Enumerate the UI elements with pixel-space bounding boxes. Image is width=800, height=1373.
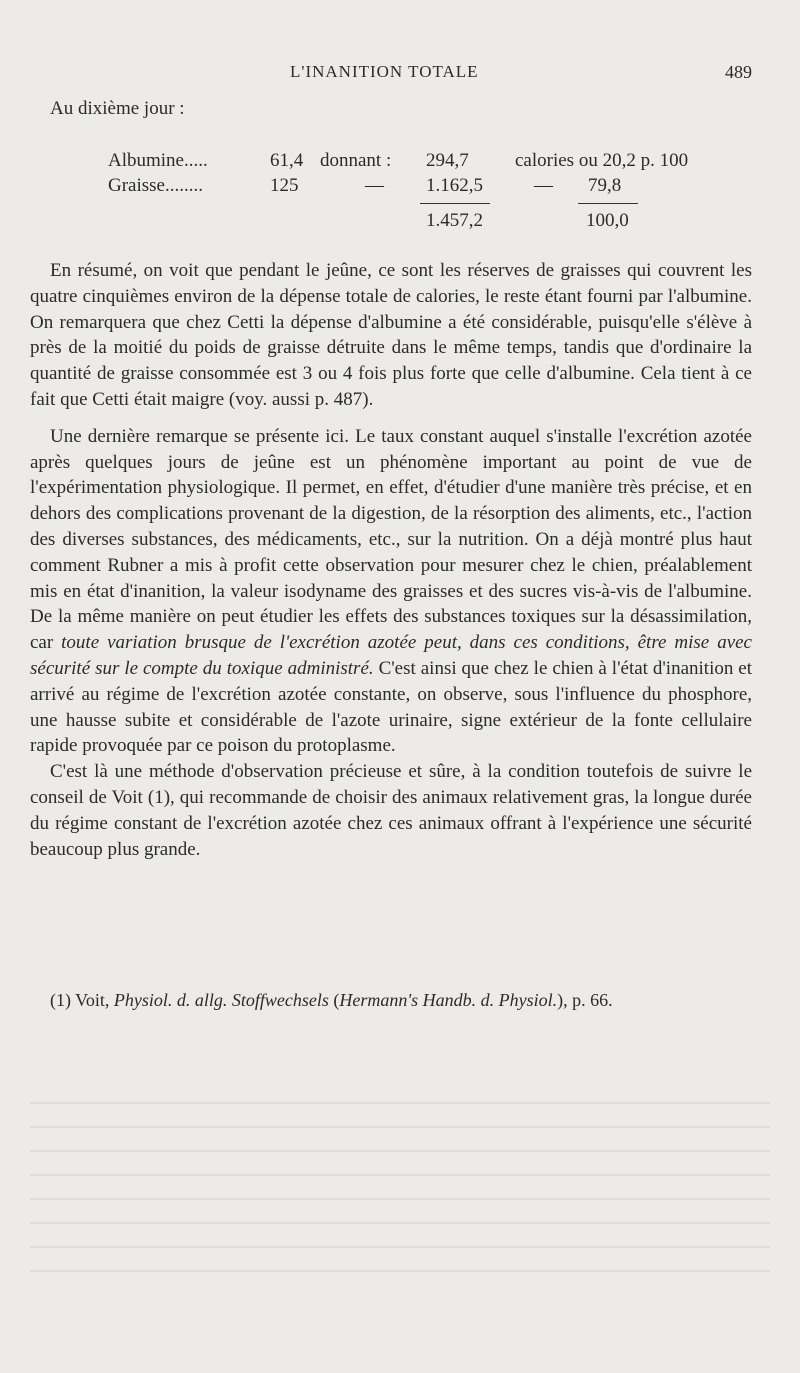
sum-rule — [420, 203, 490, 204]
row-label: Graisse........ — [108, 175, 203, 196]
paragraph: En résumé, on voit que pendant le jeûne, ce sont les réserves de graisses qui couvrent les quatre cinquièmes environ de la dépense totale de calories, le reste étant fourni par l'albumine. On remarquera que chez Cetti la dépense d'albumine a été considérable, puisqu'elle s'élève à près de la moitié du poids de graisse détruite dans le même temps, tandis que d'ordinaire la quantité de graisse consommée est 3 ou 4 fois plus forte que celle d'albumine. Cela tient à ce fait que Cetti était maigre (voy. aussi p. 487). — [30, 260, 752, 410]
row-percent: 79,8 — [588, 175, 622, 196]
table-total-row — [0, 210, 800, 236]
footnote-title: Physiol. d. allg. Stoffwechsels — [113, 990, 329, 1010]
paragraph: C'est là une méthode d'observation précieuse et sûre, à la condition toutefois de suivre le conseil de Voit (1), qui recommande de choisir des animaux relativement gras, la longue durée du régime constant de l'excrétion azotée chez ces animaux offrant à l'expérience une sécurité beaucoup plus grande. — [30, 761, 752, 860]
row-ditto: — — [534, 175, 553, 196]
row-connector: — — [365, 175, 384, 196]
running-title: L'INANITION TOTALE — [290, 62, 479, 81]
table-row — [0, 150, 800, 176]
footnote — [50, 990, 613, 1011]
bleed-through — [30, 1080, 770, 1360]
table-row — [0, 175, 800, 201]
row-calories: 1.162,5 — [426, 175, 483, 196]
row-connector: donnant : — [320, 150, 392, 171]
total-calories: 1.457,2 — [426, 210, 483, 231]
body-text — [30, 258, 752, 862]
row-calories: 294,7 — [426, 150, 469, 171]
total-percent: 100,0 — [586, 210, 629, 231]
row-label: Albumine..... — [108, 150, 208, 171]
page-number: 489 — [725, 62, 752, 82]
row-unit: calories ou 20,2 p. 100 — [515, 150, 689, 171]
footnote-source: Hermann's Handb. d. Physiol. — [339, 990, 558, 1010]
emphasis: toute variation brusque de l'excrétion azotée peut, dans ces conditions, être mise avec sécurité sur le compte du toxique administré. — [30, 632, 752, 679]
sum-rule — [578, 203, 638, 204]
text-run: Une dernière remarque se présente ici. Le taux constant auquel s'installe l'excrétion azotée après quelques jours de jeûne est un phénomène important au point de vue de l'expérimentation physiologique. Il permet, en effet, d'étudier d'une manière très précise, et en dehors des complications provenant de la digestion, de la résorption des aliments, etc., l'action des diverses substances, des médicaments, etc., sur la nutrition. On a déjà montré plus haut comment Rubner a mis à profit cette observation pour mesurer chez le chien, préalablement mis en état d'inanition, la valeur isodyname des graisses et des sucres vis-à-vis de l'albumine. De la même manière on peut étudier les effets des substances toxiques sur la désassimilation, car — [30, 425, 752, 654]
paragraph — [30, 424, 752, 759]
row-quantity: 125 — [270, 175, 299, 196]
section-intro: Au dixième jour : — [50, 98, 185, 119]
footnote-text: ( — [328, 990, 340, 1010]
running-header — [0, 62, 800, 86]
text-run: C'est ainsi que chez le chien à l'état d'inanition et arrivé au régime de l'excrétion azotée constante, on observe, sous l'influence du phosphore, une hausse subite et considérable de l'azote urinaire, signe extérieur de la fonte cellulaire rapide provoquée par ce poison du protoplasme. — [30, 657, 753, 757]
footnote-text: (1) Voit, — [50, 990, 114, 1010]
footnote-text: ), p. 66. — [557, 990, 613, 1010]
row-quantity: 61,4 — [270, 150, 304, 171]
